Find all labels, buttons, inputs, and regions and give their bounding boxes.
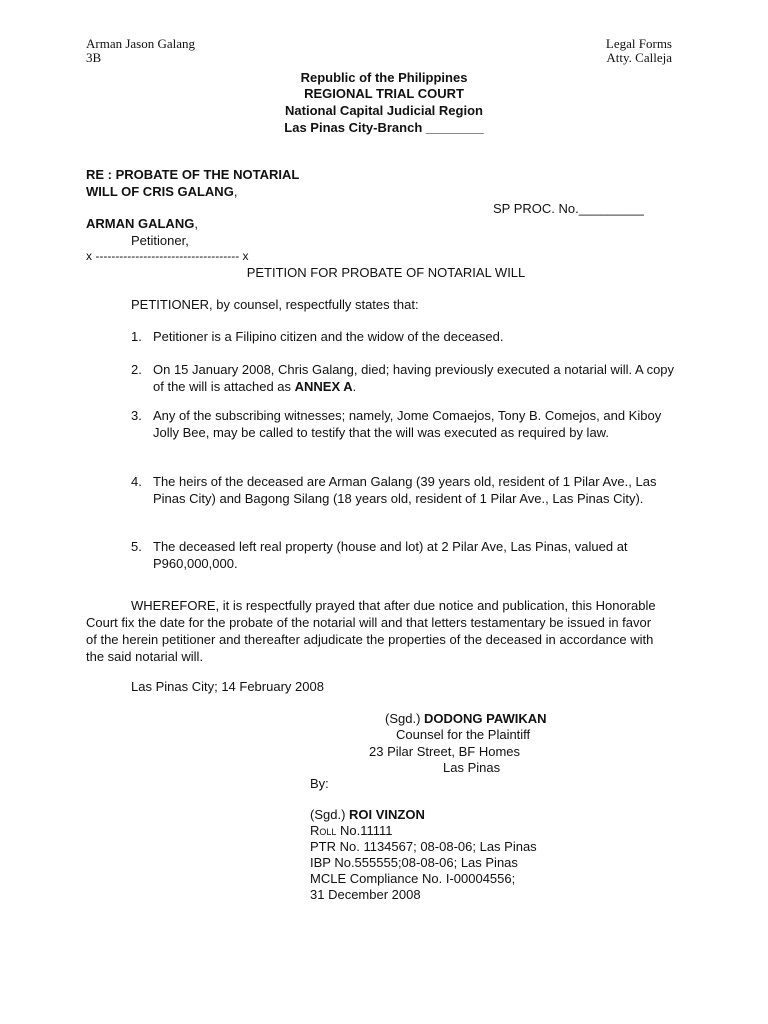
counsel-sgd: (Sgd.) — [385, 711, 425, 726]
roll-smallcaps: oll — [319, 823, 337, 838]
petitioner-comma: , — [194, 216, 198, 231]
item-number: 3. — [131, 408, 142, 423]
counsel-name: DODONG PAWIKAN — [424, 711, 547, 726]
signatory-sgd: (Sgd.) — [310, 807, 350, 822]
caption-re-comma: , — [233, 184, 238, 199]
intro-paragraph: PETITIONER, by counsel, respectfully states that: — [131, 297, 419, 312]
caption-testator: WILL OF CRIS GALANG — [86, 184, 234, 199]
counsel-city: Las Pinas — [443, 760, 501, 775]
ptr-number: PTR No. 1134567; 08-08-06; Las Pinas — [310, 839, 537, 854]
counsel-role: Counsel for the Plaintiff — [396, 727, 531, 742]
place-date: Las Pinas City; 14 February 2008 — [131, 679, 324, 694]
item-number: 1. — [131, 329, 142, 344]
list-item: The heirs of the deceased are Arman Galang (39 years old, resident of 1 Pilar Ave., Las Pinas City) and Bagong Silang (18 years old, resident of 1 Pilar Ave., Las Pinas City). — [153, 474, 657, 506]
header-instructor: Atty. Calleja — [606, 50, 672, 65]
list-item: The deceased left real property (house and lot) at 2 Pilar Ave, Las Pinas, valued at P960,000,000. — [153, 539, 628, 571]
item-number: 2. — [131, 362, 142, 377]
item-number: 4. — [131, 474, 142, 489]
court-region: National Capital Judicial Region — [285, 103, 483, 118]
item-period: . — [352, 379, 357, 394]
roll-number — [310, 822, 393, 839]
mcle-date: 31 December 2008 — [310, 887, 421, 902]
header-section: 3B — [86, 50, 102, 65]
caption-petitioner — [86, 215, 198, 232]
by-label: By: — [310, 776, 329, 791]
petitioner-role: Petitioner, — [131, 233, 189, 248]
ibp-number: IBP No.555555;08-08-06; Las Pinas — [310, 855, 518, 870]
list-item — [153, 361, 683, 395]
case-number: SP PROC. No._________ — [493, 201, 644, 216]
court-republic: Republic of the Philippines — [300, 70, 468, 85]
caption-re-line2 — [86, 183, 237, 200]
document-title: PETITION FOR PROBATE OF NOTARIAL WILL — [246, 265, 526, 280]
caption-divider: x ------------------------------------ x — [86, 249, 249, 263]
counsel-address: 23 Pilar Street, BF Homes — [369, 744, 520, 759]
annex-label: ANNEX A — [294, 379, 353, 394]
list-item: Any of the subscribing witnesses; namely, Jome Comaejos, Tony B. Comejos, and Kiboy Jolly Bee, may be called to testify that the will was executed as required by law. — [153, 408, 662, 440]
list-item: Petitioner is a Filipino citizen and the widow of the deceased. — [153, 329, 504, 344]
signatory-signature — [310, 806, 425, 823]
item-text: On 15 January 2008, Chris Galang, died; having previously executed a notarial will. A copy of the will is attached as — [153, 362, 675, 394]
court-branch: Las Pinas City-Branch ________ — [284, 120, 484, 135]
signatory-name: ROI VINZON — [349, 807, 425, 822]
roll-prefix: R — [310, 823, 320, 838]
item-number: 5. — [131, 539, 142, 554]
caption-re-line1: RE : PROBATE OF THE NOTARIAL — [86, 167, 300, 182]
prayer-paragraph: WHEREFORE, it is respectfully prayed that after due notice and publication, this Honorable Court fix the date for the probate of the notarial will and that letters testamentary be issued in favor of the herein petitioner and thereafter adjudicate the properties of the deceased in accordance with the said notarial will. — [86, 598, 656, 664]
roll-rest: No.11111 — [336, 823, 393, 838]
header-course: Legal Forms — [605, 36, 672, 51]
mcle-number: MCLE Compliance No. I-00004556; — [310, 871, 516, 886]
petitioner-name: ARMAN GALANG — [86, 216, 195, 231]
counsel-signature — [385, 710, 547, 727]
header-author: Arman Jason Galang — [86, 36, 196, 51]
court-name: REGIONAL TRIAL COURT — [304, 86, 464, 101]
